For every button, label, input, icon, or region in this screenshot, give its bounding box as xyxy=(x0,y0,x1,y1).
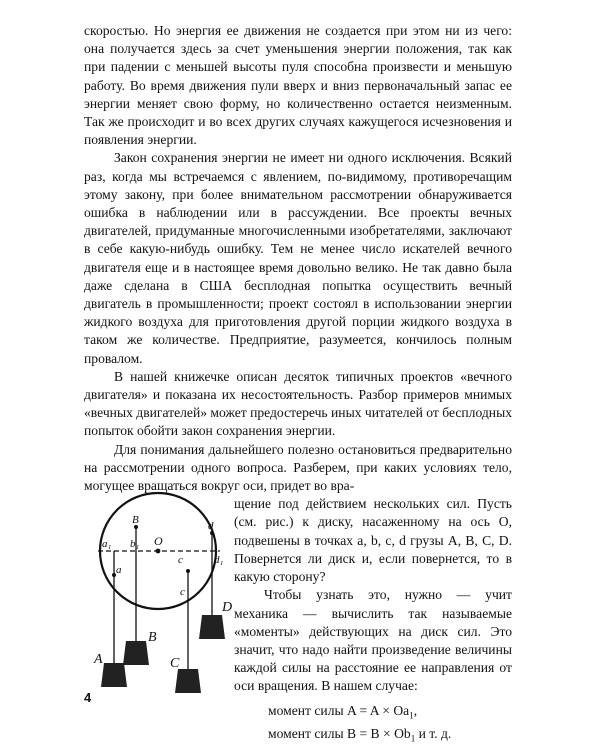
page-body xyxy=(84,22,512,748)
axis-point xyxy=(156,549,161,554)
label-A: A xyxy=(94,652,103,668)
weight-a xyxy=(101,663,127,687)
formula-line-1: момент силы $A = A \times Oa_1$, xyxy=(268,702,418,721)
label-a1: a₁ xyxy=(102,538,112,551)
label-d: d xyxy=(208,520,214,533)
figure-wrap-region xyxy=(84,495,512,748)
label-b1: b₁ xyxy=(130,538,140,551)
weight-c xyxy=(175,669,201,693)
label-c: c xyxy=(180,586,185,599)
label-C: C xyxy=(170,656,180,672)
paragraph-2: Закон сохранения энергии не имеет ни одного исключения. Всякий раз, когда мы встречаемся с явлением, по-видимому, противоречащим этому закону, при более внимательном рассмотрении обнаруживается ошибка в наблюдении или в рассуждении. Все проекты вечных двигателей, придуманные многочисленными изобретателями, заключают в себе какую-нибудь ошибку. Тем не менее число искателей вечного двигателя еще и в настоящее время довольно велико. Не так давно была даже сделана в США бесплодная попытка осуществить вечный двигатель в промышленности; проект состоял в использовании энергии жидкого воздуха для приготовления другой порции жидкого воздуха в таком же количестве. Предприятие, разумеется, кончилось полным провалом. xyxy=(84,150,512,366)
label-O: O xyxy=(154,534,163,549)
label-B: B xyxy=(148,630,157,646)
paragraph-4-lead: Для понимания дальнейшего полезно остановиться предварительно на рассмотрении одного вопроса. Разберем, при каких условиях тело, могущее вращаться вокруг оси, придет во вра- xyxy=(84,441,512,494)
paragraph-5: Чтобы узнать это, нужно — учит механика — вычислить так называемые «моменты» действующих на диск сил. Это значит, что надо найти произведение величины каждой силы на расстояние ее направления от оси вращения. В нашем случае: xyxy=(234,587,512,694)
paragraph-3: В нашей книжечке описан десяток типичных проектов «вечного двигателя» и показана их несостоятельность. Разбор примеров мнимых «вечных двигателей» может предостеречь иных читателей от бесплодных попыток обойти закон сохранения энергии. xyxy=(84,368,512,439)
label-b-top: B xyxy=(132,514,139,527)
label-c1: c xyxy=(178,554,183,567)
weight-d xyxy=(199,615,225,639)
disk-weights-figure xyxy=(84,491,234,697)
paragraph-4-wrapped: щение под действием нескольких сил. Пусть (см. рис.) к диску, насаженному на ось O, подвешены в точках a, b, c, d грузы A, B, C, D. Повернется ли диск и, если повернется, то в какую сторону? xyxy=(234,496,512,585)
right-column xyxy=(234,495,512,748)
page-number: 4 xyxy=(84,690,92,705)
label-a: a xyxy=(116,564,122,577)
formula-line-2: момент силы $B = B \times Ob_1$ и т. д. xyxy=(268,725,452,744)
weight-b xyxy=(123,641,149,665)
label-d1: d₁ xyxy=(214,554,224,567)
paragraph-1: скоростью. Но энергия ее движения не создается при этом ни из чего: она получается здесь за счет уменьшения энергии положения, так как при падении с меньшей высоты пуля способна произвести и меньшую работу. Во время движения пули вверх и вниз первоначальный запас ее энергии меняет свою форму, но количественно остается неизменным. Так же происходит и во всех других случаях кажущегося исчезновения и появления энергии. xyxy=(84,23,512,148)
label-D: D xyxy=(222,600,233,616)
